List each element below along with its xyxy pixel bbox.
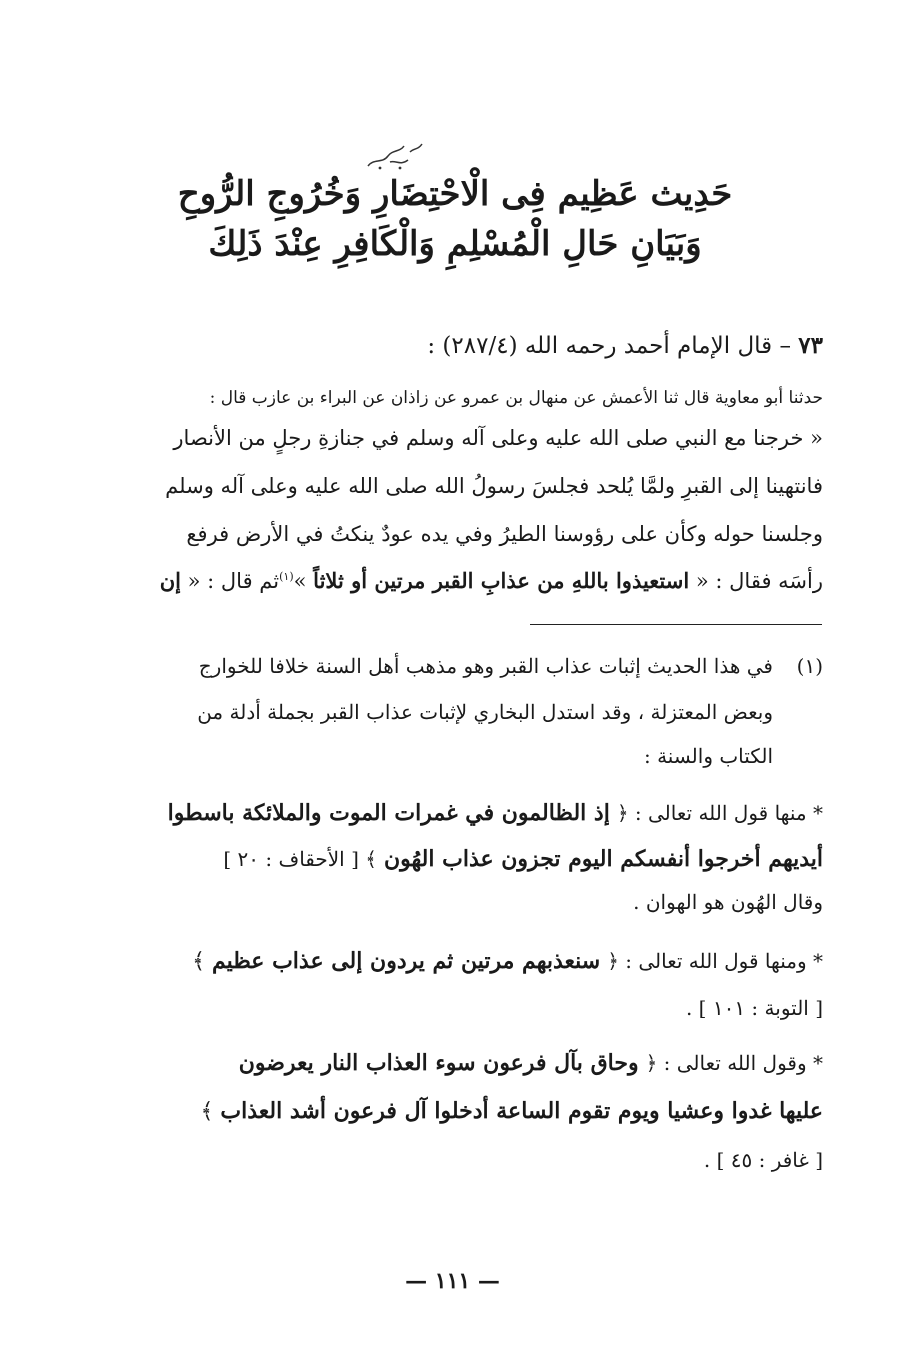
hadith-line-4 — [160, 568, 823, 593]
verse-1-text-cont: أيديهم أخرجوا أنفسكم اليوم تجزون عذاب الهُون — [383, 846, 823, 872]
ornament-icon — [360, 140, 430, 172]
verse-1-note: وقال الهُون هو الهوان . — [633, 890, 823, 914]
hadith-heading — [427, 332, 823, 359]
footnote-divider — [530, 624, 822, 625]
verse-3-text-cont: عليها غدوا وعشيا ويوم تقوم الساعة أدخلوا آل فرعون أشد العذاب — [220, 1098, 823, 1124]
verse-3-intro: * وقول الله تعالى : ﴿ — [645, 1051, 823, 1075]
hadith-line-3: وجلسنا حوله وكأن على رؤوسنا الطيرُ وفي يده عودٌ ينكتُ في الأرض فرفع — [186, 522, 823, 546]
verse-1-reference: ﴾ [ الأحقاف : ٢٠ ] — [223, 847, 377, 871]
verse-1-line-2 — [223, 846, 823, 872]
verse-2-close: ﴾ — [192, 949, 205, 974]
hadith-line-4-continue: ثم قال : « — [187, 569, 280, 593]
hadith-line-4-start: رأسَه فقال : « — [695, 569, 823, 593]
verse-1-intro: * منها قول الله تعالى : ﴿ — [616, 801, 823, 825]
hadith-line-1: « خرجنا مع النبي صلى الله عليه وعلى آله وسلم في جنازةِ رجلٍ من الأنصار — [173, 426, 823, 450]
verse-3-close: ﴾ — [200, 1099, 214, 1124]
verse-2-intro: * ومنها قول الله تعالى : ﴿ — [607, 949, 823, 973]
hadith-number: ٧٣ — [798, 332, 823, 359]
hadith-quote-close: » — [293, 569, 307, 593]
hadith-line-2: فانتهينا إلى القبرِ ولمَّا يُلحد فجلسَ رسولُ الله صلى الله عليه وعلى آله وسلم — [165, 474, 823, 498]
verse-2-reference: [ التوبة : ١٠١ ] . — [685, 996, 823, 1020]
chapter-title-line-1: حَدِيث عَظِيم فِى الْاحْتِضَارِ وَخُرُوجِ الرُّوحِ — [177, 174, 733, 214]
verse-2-text: سنعذبهم مرتين ثم يردون إلى عذاب عظيم — [211, 948, 601, 974]
footnote-line-3: الكتاب والسنة : — [643, 744, 773, 768]
verse-2-line-1 — [192, 948, 823, 974]
footnote-reference[interactable]: (١) — [279, 570, 294, 583]
verse-3-line-2 — [201, 1098, 823, 1124]
verse-3-text: وحاق بآل فرعون سوء العذاب النار يعرضون — [238, 1050, 639, 1076]
footnote-marker: (١) — [796, 654, 823, 678]
isnad-line: حدثنا أبو معاوية قال ثنا الأعمش عن منهال بن عمرو عن زاذان عن البراء بن عازب قال : — [209, 388, 823, 408]
hadith-quote-bold: استعيذوا باللهِ من عذابِ القبر مرتين أو ثلاثاً — [313, 568, 690, 593]
footnote-line-2: وبعض المعتزلة ، وقد استدل البخاري لإثبات عذاب القبر بجملة أدلة من — [197, 700, 773, 724]
verse-1-line-1 — [168, 800, 823, 826]
hadith-line-4-end: إن — [159, 568, 181, 593]
verse-3-line-1 — [239, 1050, 823, 1076]
footnote-line-1: في هذا الحديث إثبات عذاب القبر وهو مذهب أهل السنة خلافا للخوارج — [198, 654, 773, 678]
verse-3-reference: [ غافر : ٤٥ ] . — [703, 1148, 823, 1172]
chapter-title-line-2: وَبَيَانِ حَالِ الْمُسْلِمِ وَالْكَافِرِ عِنْدَ ذَلِكَ — [208, 224, 702, 264]
hadith-heading-text: – قال الإمام أحمد رحمه الله (٢٨٧/٤) : — [427, 333, 791, 359]
verse-1-text: إذ الظالمون في غمرات الموت والملائكة باسطوا — [167, 800, 610, 826]
page-number: — ١١١ — — [405, 1268, 500, 1294]
